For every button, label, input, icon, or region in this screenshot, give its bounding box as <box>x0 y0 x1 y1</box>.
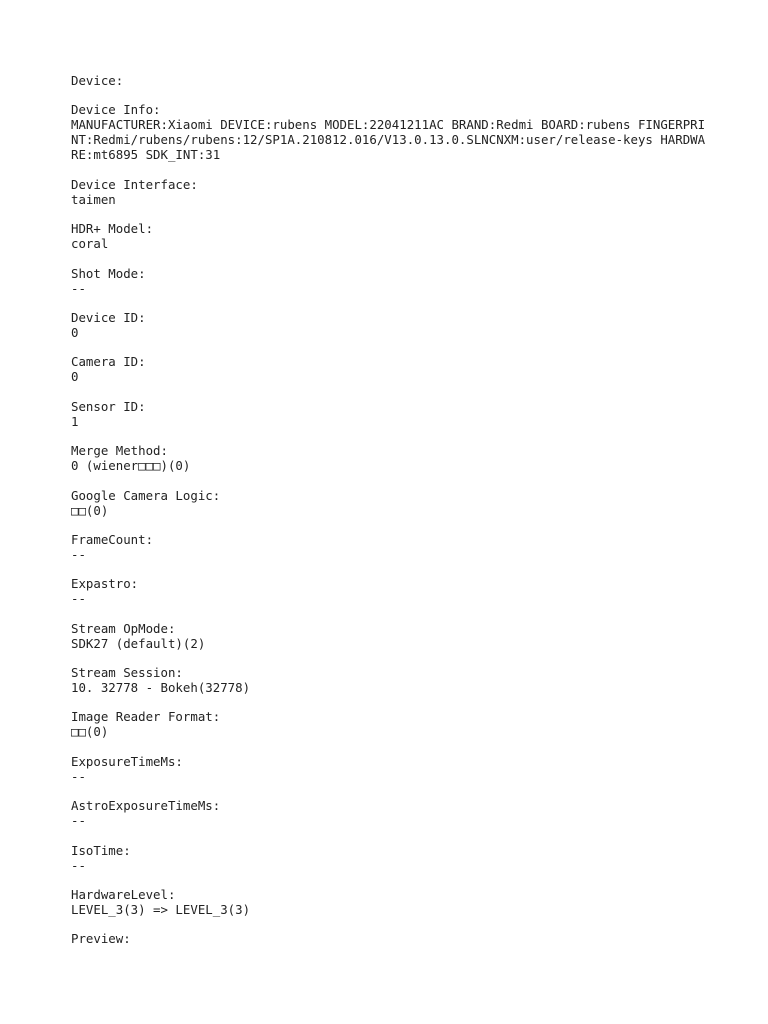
field-label: Image Reader Format: <box>71 709 221 725</box>
field-value: -- <box>71 857 86 873</box>
field-camera-id <box>71 354 711 384</box>
field-value: □□(0) <box>71 724 109 740</box>
field-hardware-level <box>71 887 711 917</box>
field-merge-method <box>71 443 711 473</box>
field-shot-mode <box>71 266 711 296</box>
field-value: -- <box>71 768 86 784</box>
field-label: Sensor ID: <box>71 398 146 414</box>
field-value: 0 (wiener□□□)(0) <box>71 458 191 474</box>
field-value: LEVEL_3(3) => LEVEL_3(3) <box>71 902 251 918</box>
field-label: Google Camera Logic: <box>71 487 221 503</box>
field-astro-exposure-time <box>71 798 711 828</box>
field-label: Shot Mode: <box>71 265 146 281</box>
field-value: 1 <box>71 413 79 429</box>
field-label: Merge Method: <box>71 443 168 459</box>
field-label: IsoTime: <box>71 842 131 858</box>
field-label: Stream OpMode: <box>71 620 176 636</box>
field-frame-count <box>71 532 711 562</box>
field-label: HardwareLevel: <box>71 887 176 903</box>
field-value: -- <box>71 280 86 296</box>
field-label: Device Info: <box>71 102 161 118</box>
field-value: taimen <box>71 191 116 207</box>
field-value: 0 <box>71 324 79 340</box>
field-value: 10. 32778 - Bokeh(32778) <box>71 680 251 696</box>
field-value: 0 <box>71 369 79 385</box>
field-value: -- <box>71 546 86 562</box>
field-label: AstroExposureTimeMs: <box>71 798 221 814</box>
field-value: coral <box>71 236 109 252</box>
device-header <box>71 73 711 88</box>
field-label: FrameCount: <box>71 531 154 547</box>
field-label: Expastro: <box>71 576 139 592</box>
field-value: SDK27 (default)(2) <box>71 635 206 651</box>
field-label: HDR+ Model: <box>71 221 154 237</box>
field-exposure-time <box>71 754 711 784</box>
field-device-id <box>71 310 711 340</box>
field-hdr-model <box>71 221 711 251</box>
field-label: Device ID: <box>71 309 146 325</box>
field-iso-time <box>71 843 711 873</box>
field-value: □□(0) <box>71 502 109 518</box>
field-label: Stream Session: <box>71 665 183 681</box>
field-sensor-id <box>71 399 711 429</box>
field-device-info <box>71 102 711 162</box>
page-title: Device: <box>71 73 124 88</box>
field-label: Device Interface: <box>71 176 198 192</box>
field-value: -- <box>71 813 86 829</box>
field-stream-opmode <box>71 621 711 651</box>
device-info-page <box>71 73 711 961</box>
field-image-reader-format <box>71 709 711 739</box>
field-device-interface <box>71 177 711 207</box>
field-expastro <box>71 576 711 606</box>
field-label: Camera ID: <box>71 354 146 370</box>
field-google-camera-logic <box>71 488 711 518</box>
field-label: Preview: <box>71 931 131 947</box>
field-value: MANUFACTURER:Xiaomi DEVICE:rubens MODEL:22041211AC BRAND:Redmi BOARD:rubens FINGERPRINT:Redmi/rubens/rubens:12/SP1A.210812.016/V13.0.13.0.SLNCNXM:user/release-keys HARDWARE:mt6895 SDK_INT:31 <box>71 117 706 163</box>
field-label: ExposureTimeMs: <box>71 753 183 769</box>
field-value: -- <box>71 591 86 607</box>
field-stream-session <box>71 665 711 695</box>
field-preview <box>71 931 711 946</box>
